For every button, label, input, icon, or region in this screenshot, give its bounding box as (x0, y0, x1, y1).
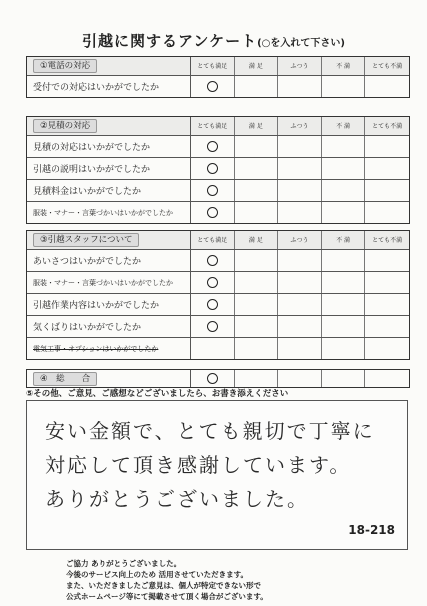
answer-cell[interactable] (278, 136, 322, 157)
handwritten-line: 安い金額で、とても親切で丁寧に (45, 419, 375, 443)
answer-cell[interactable] (191, 316, 235, 337)
column-header: 満 足 (235, 57, 279, 75)
question-text: 電気工事・オプションはいかがでしたか (27, 338, 191, 359)
answer-cell[interactable] (235, 250, 279, 271)
column-header: とても満足 (191, 57, 235, 75)
section-header-row (27, 231, 409, 249)
question-text: 服装・マナー・言葉づかいはいかがでしたか (27, 202, 191, 223)
answer-cell[interactable] (365, 180, 409, 201)
question-row (27, 135, 409, 157)
answer-cell[interactable] (322, 370, 366, 387)
selected-circle-mark (207, 321, 218, 332)
comment-heading: ⑤その他、ご意見、ご感想などございましたら、お書き添えください (26, 389, 289, 399)
survey-title (0, 30, 427, 51)
answer-cell[interactable] (191, 338, 235, 359)
answer-cell[interactable] (322, 294, 366, 315)
footer-line: ご協力 ありがとうございました。 (66, 559, 182, 568)
answer-cell[interactable] (191, 158, 235, 179)
answer-cell[interactable] (278, 272, 322, 293)
question-row (27, 337, 409, 359)
selected-circle-mark (207, 373, 218, 384)
question-text: 見積料金はいかがでしたか (27, 180, 191, 201)
answer-cell[interactable] (191, 370, 235, 387)
answer-cell[interactable] (278, 158, 322, 179)
answer-cell[interactable] (322, 136, 366, 157)
question-row (27, 271, 409, 293)
handwritten-line: ありがとうございました。 (45, 487, 309, 511)
answer-cell[interactable] (365, 202, 409, 223)
column-header: 満 足 (235, 231, 279, 249)
answer-cell[interactable] (235, 316, 279, 337)
answer-cell[interactable] (235, 180, 279, 201)
column-header: 満 足 (235, 117, 279, 135)
answer-cell[interactable] (191, 250, 235, 271)
answer-cell[interactable] (235, 370, 279, 387)
answer-cell[interactable] (322, 316, 366, 337)
answer-cell[interactable] (365, 338, 409, 359)
section-header-row (27, 117, 409, 135)
selected-circle-mark (207, 141, 218, 152)
selected-circle-mark (207, 81, 218, 92)
question-row (27, 75, 409, 97)
answer-cell[interactable] (191, 136, 235, 157)
footer-line: また、いただきましたご意見は、個人が特定できない形で (66, 581, 261, 590)
question-text: 気くばりはいかがでしたか (27, 316, 191, 337)
footer-line: 公式ホームページ等にて掲載させて頂く場合がございます。 (66, 592, 268, 601)
answer-cell[interactable] (365, 250, 409, 271)
answer-cell[interactable] (191, 76, 235, 97)
answer-cell[interactable] (278, 370, 322, 387)
column-header: とても不満 (372, 122, 403, 130)
survey-code: 18-218 (348, 523, 395, 537)
answer-cell[interactable] (235, 158, 279, 179)
column-header: とても不満 (372, 236, 403, 244)
section-label: ①電話の対応 (33, 59, 97, 73)
answer-cell[interactable] (278, 338, 322, 359)
answer-cell[interactable] (235, 136, 279, 157)
section-label: ③引越スタッフについて (33, 233, 139, 247)
answer-cell[interactable] (235, 294, 279, 315)
selected-circle-mark (207, 185, 218, 196)
column-header: とても不満 (372, 62, 403, 70)
column-header: 不 満 (322, 57, 366, 75)
answer-cell[interactable] (191, 202, 235, 223)
answer-cell[interactable] (278, 76, 322, 97)
answer-cell[interactable] (365, 136, 409, 157)
question-row (27, 179, 409, 201)
answer-cell[interactable] (191, 180, 235, 201)
column-header: とても満足 (191, 117, 235, 135)
answer-cell[interactable] (322, 202, 366, 223)
answer-cell[interactable] (322, 158, 366, 179)
answer-cell[interactable] (322, 180, 366, 201)
answer-cell[interactable] (322, 338, 366, 359)
question-text: 引越の説明はいかがでしたか (27, 158, 191, 179)
column-header: 不 満 (322, 231, 366, 249)
answer-cell[interactable] (235, 76, 279, 97)
question-text: 引越作業内容はいかがでしたか (27, 294, 191, 315)
answer-cell[interactable] (322, 250, 366, 271)
answer-cell[interactable] (278, 316, 322, 337)
footer-notice (66, 558, 366, 602)
answer-cell[interactable] (322, 76, 366, 97)
survey-title-main: 引越に関するアンケート (82, 32, 258, 50)
answer-cell[interactable] (365, 272, 409, 293)
answer-cell[interactable] (278, 250, 322, 271)
answer-cell[interactable] (235, 272, 279, 293)
selected-circle-mark (207, 299, 218, 310)
selected-circle-mark (207, 255, 218, 266)
answer-cell[interactable] (191, 294, 235, 315)
question-row (27, 157, 409, 179)
answer-cell[interactable] (365, 158, 409, 179)
answer-cell[interactable] (365, 370, 409, 387)
answer-cell[interactable] (365, 294, 409, 315)
question-text: 見積の対応はいかがでしたか (27, 136, 191, 157)
selected-circle-mark (207, 163, 218, 174)
answer-cell[interactable] (365, 316, 409, 337)
section-overall (26, 369, 410, 388)
answer-cell[interactable] (322, 272, 366, 293)
footer-line: 今後のサービス向上のため 活用させていただきます。 (66, 570, 249, 579)
selected-circle-mark (207, 207, 218, 218)
column-header: とても満足 (191, 231, 235, 249)
column-header: ふつう (278, 117, 322, 135)
answer-cell[interactable] (365, 76, 409, 97)
answer-cell[interactable] (191, 272, 235, 293)
answer-cell[interactable] (278, 294, 322, 315)
question-row (27, 315, 409, 337)
overall-row (27, 370, 409, 387)
question-text: 服装・マナー・言葉づかいはいかがでしたか (27, 272, 191, 293)
section-label: ②見積の対応 (33, 119, 97, 133)
answer-cell[interactable] (235, 338, 279, 359)
handwritten-line: 対応して頂き感謝しています。 (45, 453, 352, 477)
overall-label: ④ 総 合 (33, 372, 97, 386)
answer-cell[interactable] (278, 180, 322, 201)
question-row (27, 201, 409, 223)
answer-cell[interactable] (278, 202, 322, 223)
answer-cell[interactable] (235, 202, 279, 223)
column-header: ふつう (278, 57, 322, 75)
question-row (27, 293, 409, 315)
selected-circle-mark (207, 277, 218, 288)
section-estimate (26, 116, 410, 224)
section-staff (26, 230, 410, 360)
question-text: あいさつはいかがでしたか (27, 250, 191, 271)
survey-title-sub: (○を入れて下さい) (257, 38, 345, 49)
question-row (27, 249, 409, 271)
section-phone (26, 56, 410, 98)
question-text: 受付での対応はいかがでしたか (27, 76, 191, 97)
section-header-row (27, 57, 409, 75)
comment-box[interactable] (26, 400, 408, 550)
column-header: 不 満 (322, 117, 366, 135)
column-header: ふつう (278, 231, 322, 249)
